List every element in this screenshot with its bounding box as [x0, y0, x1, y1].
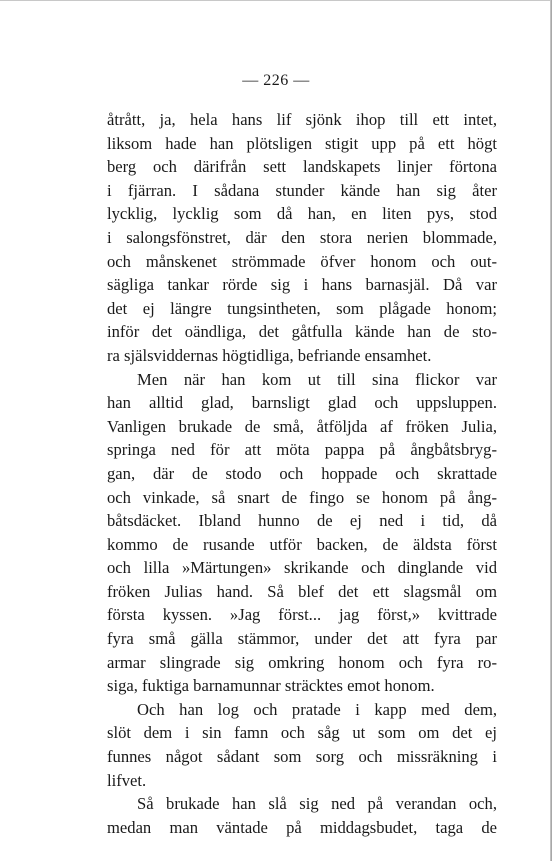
text-line: fyra små gälla stämmor, under det att fyra par: [107, 629, 497, 649]
text-line: han alltid glad, barnsligt glad och uppsluppen.: [107, 393, 497, 413]
text-line: sägliga tankar rörde sig i hans barnasjäl. Då var: [107, 275, 497, 295]
text-line: och månskenet strömmade öfver honom och out-: [107, 251, 497, 271]
text-line: springa ned för att möta pappa på ångbåtsbryg-: [107, 440, 497, 460]
text-line: i fjärran. I sådana stunder kände han sig åter: [107, 180, 497, 200]
page-top-edge: [0, 0, 552, 1]
text-line: och lilla »Märtungen» skrikande och dinglande vid: [107, 558, 497, 578]
text-line: i salongsfönstret, där den stora nerien blommade,: [107, 227, 497, 247]
text-line: berg och därifrån sett landskapets linjer förtona: [107, 157, 497, 177]
text-line: Men när han kom ut till sina flickor var: [137, 369, 497, 389]
text-line: Vanligen brukade de små, åtföljda af fröken Julia,: [107, 416, 497, 436]
text-line: funnes något sådant som sorg och missräkning i: [107, 747, 497, 767]
text-line: siga, fuktiga barnamunnar sträcktes emot honom.: [107, 676, 435, 696]
text-line: Och han log och pratade i kapp med dem,: [137, 699, 497, 719]
text-line: gan, där de stodo och hoppade och skrattade: [107, 463, 497, 483]
text-line: Så brukade han slå sig ned på verandan och,: [137, 794, 497, 814]
text-line: armar slingrade sig omkring honom och fyra ro-: [107, 652, 497, 672]
text-line: inför det oändliga, det gåtfulla kände han de sto-: [107, 322, 497, 342]
page-number: — 226 —: [242, 72, 310, 89]
text-line: åtrått, ja, hela hans lif sjönk ihop till ett intet,: [107, 110, 497, 129]
text-line: det ej längre tungsintheten, som plågade honom;: [107, 298, 497, 318]
text-line: kommo de rusande utför backen, de äldsta först: [107, 534, 497, 554]
text-line: båtsdäcket. Ibland hunno de ej ned i tid, då: [107, 511, 497, 531]
text-line: slöt dem i sin famn och såg ut som om det ej: [107, 723, 497, 743]
text-line: ra själsviddernas högtidliga, befriande ensamhet.: [107, 345, 432, 365]
text-line: och vinkade, så snart de fingo se honom på ång-: [107, 487, 497, 507]
body-text: [107, 108, 497, 839]
text-line: första kyssen. »Jag först... jag först,» kvittrade: [107, 605, 497, 625]
text-line: fröken Julias hand. Så blef det ett slagsmål om: [107, 581, 497, 601]
text-line: lycklig, lycklig som då han, en liten pys, stod: [107, 204, 497, 224]
text-line: medan man väntade på middagsbudet, taga de: [107, 817, 497, 837]
text-line: liksom hade han plötsligen stigit upp på ett högt: [107, 133, 497, 153]
text-line: lifvet.: [107, 770, 147, 790]
